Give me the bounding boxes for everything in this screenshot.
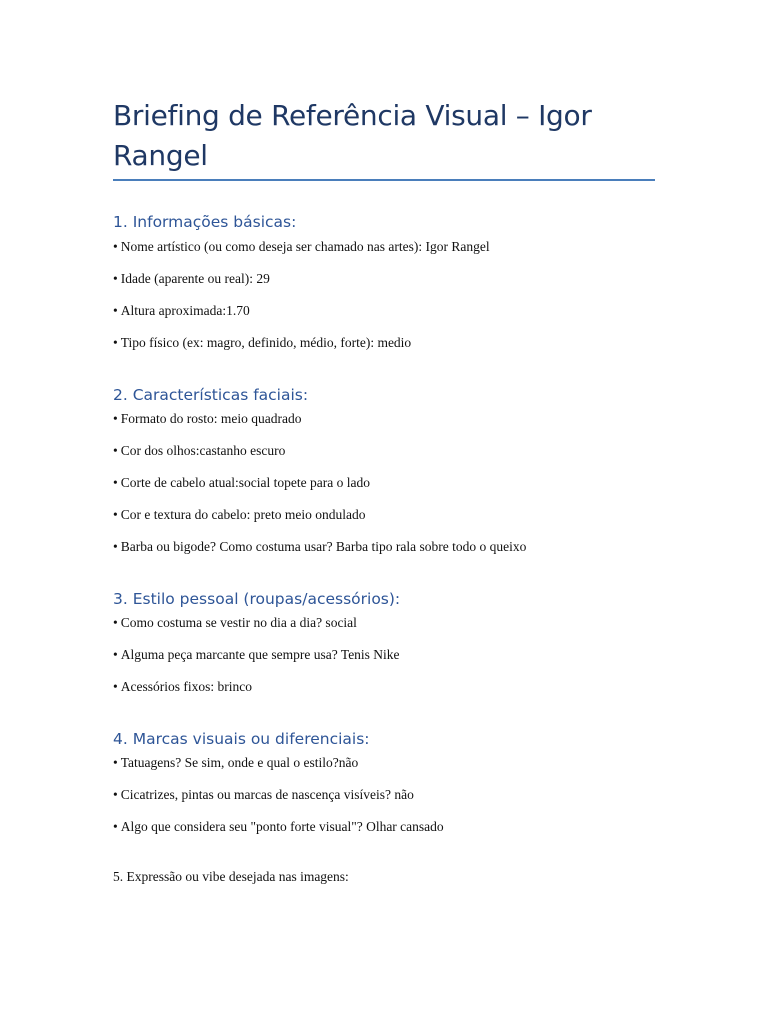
list-item-text: Algo que considera seu "ponto forte visual"? Olhar cansado: [120, 819, 444, 834]
bullet-icon: •: [113, 755, 118, 770]
list-item: [113, 238, 490, 256]
list-item: [113, 474, 370, 492]
list-item: [113, 270, 270, 288]
bullet-icon: •: [113, 679, 118, 694]
list-item-text: Como costuma se vestir no dia a dia? social: [120, 615, 357, 630]
list-item: [113, 678, 252, 696]
list-item-text: Altura aproximada:1.70: [120, 303, 250, 318]
bullet-icon: •: [113, 507, 118, 522]
section-heading-informacoes-basicas: 1. Informações básicas:: [113, 213, 297, 231]
list-item-text: Tipo físico (ex: magro, definido, médio, forte): medio: [120, 335, 412, 350]
list-item-text: Cicatrizes, pintas ou marcas de nascença visíveis? não: [120, 787, 414, 802]
list-item: [113, 754, 358, 772]
list-item: [113, 538, 526, 556]
list-item: [113, 614, 357, 632]
list-item-text: Acessórios fixos: brinco: [120, 679, 252, 694]
list-item-text: Tatuagens? Se sim, onde e qual o estilo?não: [120, 755, 359, 770]
bullet-icon: •: [113, 539, 118, 554]
bullet-icon: •: [113, 819, 118, 834]
list-item: [113, 786, 414, 804]
bullet-icon: •: [113, 787, 118, 802]
list-item-text: Cor e textura do cabelo: preto meio ondulado: [120, 507, 366, 522]
title-underline: [113, 179, 655, 181]
list-item: [113, 646, 400, 664]
bullet-icon: •: [113, 475, 118, 490]
list-item: [113, 334, 411, 352]
bullet-icon: •: [113, 335, 118, 350]
bullet-icon: •: [113, 411, 118, 426]
bullet-icon: •: [113, 443, 118, 458]
document-title: Briefing de Referência Visual – Igor Rangel: [113, 99, 592, 172]
list-item-text: Idade (aparente ou real): 29: [120, 271, 270, 286]
bullet-icon: •: [113, 239, 118, 254]
bullet-icon: •: [113, 647, 118, 662]
list-item-text: Barba ou bigode? Como costuma usar? Barba tipo rala sobre todo o queixo: [120, 539, 527, 554]
list-item-text: Corte de cabelo atual:social topete para o lado: [120, 475, 371, 490]
list-item: [113, 302, 250, 320]
list-item: [113, 442, 285, 460]
section-heading-estilo-pessoal: 3. Estilo pessoal (roupas/acessórios):: [113, 590, 401, 608]
list-item-text: Formato do rosto: meio quadrado: [120, 411, 302, 426]
list-item-text: Cor dos olhos:castanho escuro: [120, 443, 286, 458]
list-item: [113, 410, 301, 428]
bullet-icon: •: [113, 271, 118, 286]
list-item-text: Nome artístico (ou como deseja ser chamado nas artes): Igor Rangel: [120, 239, 490, 254]
list-item: [113, 818, 444, 836]
bullet-icon: •: [113, 615, 118, 630]
bullet-icon: •: [113, 303, 118, 318]
section-5-line: 5. Expressão ou vibe desejada nas imagens:: [113, 869, 349, 884]
section-heading-marcas-visuais: 4. Marcas visuais ou diferenciais:: [113, 730, 370, 748]
section-heading-caracteristicas-faciais: 2. Características faciais:: [113, 386, 309, 404]
list-item-text: Alguma peça marcante que sempre usa? Tenis Nike: [120, 647, 400, 662]
list-item: [113, 506, 366, 524]
